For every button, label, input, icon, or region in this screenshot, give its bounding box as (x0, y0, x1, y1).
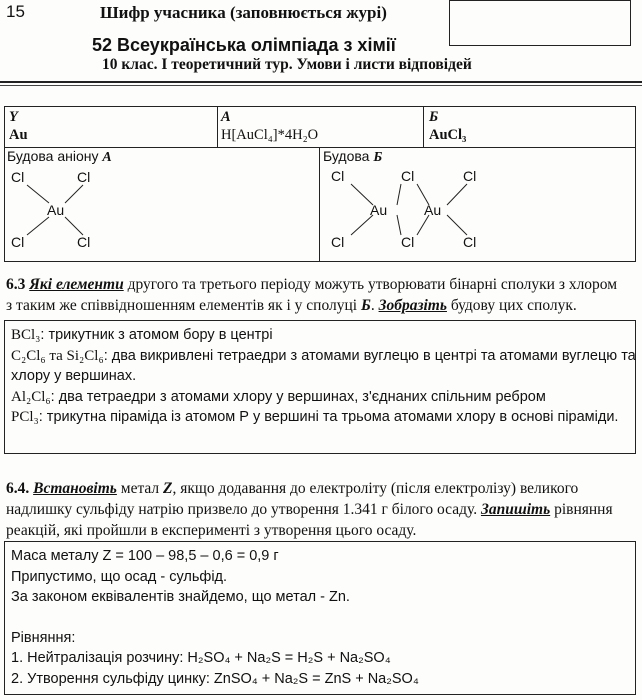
question-number: 6.3 (6, 276, 26, 293)
question-text: з таким же співвідношенням елементів як і у сполуці (6, 297, 358, 314)
atom-au: Au (424, 202, 442, 218)
question-text: реакцій, які пройшли в експерименті з утворення цього осаду. (6, 522, 417, 539)
participant-code-box[interactable] (449, 0, 631, 46)
question-text: надлишку сульфіду натрію призвело до утворення 1.341 г білого осаду. (6, 501, 478, 518)
answer-box-6-3 (4, 320, 636, 454)
col-header-a: A (221, 109, 231, 125)
question-letter: Б (360, 297, 371, 314)
table-col-divider (423, 107, 424, 147)
answer-table (4, 106, 636, 262)
question-keyword: Які елементи (29, 276, 124, 293)
question-6-3-line1 (6, 274, 636, 295)
answer-line: Припустимо, що осад - сульфід. (11, 568, 228, 585)
structure-b-diagram (321, 147, 633, 259)
table-col-divider (217, 107, 218, 147)
participant-code-label: Шифр учасника (заповнюється журі) (100, 3, 387, 22)
structure-b-caption: Будова Б (323, 148, 383, 165)
col-value-a: H[AuCl₄]*4H₂O (221, 127, 319, 143)
answer-line: C₂Cl₆ та Si₂Cl₆: два викривлені тетраедри з атомами вуглецю в центрі та атомами вуглецю та (11, 347, 636, 364)
atom-cl: Cl (463, 168, 477, 184)
table-col-divider (319, 147, 320, 261)
atom-au: Au (370, 202, 388, 218)
col-value-b: AuCl₃ (429, 127, 467, 143)
answer-line (11, 608, 629, 628)
question-text: , якщо додавання до електроліту (після електролізу) великого (172, 480, 579, 497)
question-keyword: Зобразіть (378, 297, 447, 314)
atom-cl: Cl (11, 169, 25, 185)
atom-cl: Cl (331, 234, 345, 250)
col-value-y: Au (9, 127, 28, 143)
atom-cl: Cl (463, 234, 477, 250)
question-letter: Z (163, 480, 173, 497)
atom-cl: Cl (77, 234, 91, 250)
answer-line: Рівняння: (11, 629, 76, 646)
atom-cl: Cl (401, 168, 415, 184)
question-text: метал (120, 480, 160, 497)
question-keyword: Запишіть (480, 501, 551, 518)
col-header-y: Y (9, 109, 18, 125)
page-number: 15 (6, 2, 25, 21)
question-text: будову цих сполук. (450, 297, 577, 314)
question-text: другого та третього періоду можуть утворювати бінарні сполуки з хлором (127, 276, 618, 293)
answer-line: хлору у вершинах. (11, 368, 137, 384)
col-header-b: Б (429, 109, 439, 125)
header-divider-thin (0, 85, 642, 86)
question-6-4-line3 (6, 520, 636, 541)
answer-line: BCl₃: трикутник з атомом бору в центрі (11, 327, 273, 343)
question-text: рівняння (554, 501, 613, 518)
structure-a-diagram (5, 147, 205, 259)
answer-line: Al₂Cl₆: два тетраедри з атомами хлору у вершинах, з'єднаних спільним ребром (11, 388, 546, 405)
question-6-3-line2: з таким же співвідношенням елементів як і у сполуці Б. Зобразіть будову цих сполук. (6, 297, 577, 314)
question-6-4-line1 (6, 478, 636, 499)
olympiad-title: 52 Всеукраїнська олімпіада з хімії (92, 35, 396, 55)
header-divider (0, 81, 642, 83)
question-number: 6.4. (6, 480, 30, 497)
answer-line: Маса металу Z = 100 – 98,5 – 0,6 = 0,9 г (11, 548, 279, 564)
answer-line: За законом еквівалентів знайдемо, що метал - Zn. (11, 589, 350, 605)
answer-line: PCl₃: трикутна піраміда із атомом Р у вершині та трьома атомами хлору в основі піраміди. (11, 409, 619, 425)
answer-line: 1. Нейтралізація розчину: H₂SO₄ + Na₂S = H₂S + Na₂SO₄ (11, 650, 391, 666)
page-subtitle: 10 клас. І теоретичний тур. Умови і листи відповідей (102, 56, 472, 73)
atom-cl: Cl (11, 234, 25, 250)
atom-cl: Cl (77, 169, 91, 185)
question-6-4-line2 (6, 499, 636, 520)
question-keyword: Встановіть (33, 480, 117, 497)
answer-box-6-4 (4, 541, 636, 695)
atom-cl: Cl (331, 168, 345, 184)
structure-a-caption: Будова аніону А (7, 148, 112, 165)
atom-au: Au (47, 202, 65, 218)
question-6-4 (6, 478, 636, 541)
answer-line: 2. Утворення сульфіду цинку: ZnSO₄ + Na₂S = ZnS + Na₂SO₄ (11, 670, 419, 687)
question-6-3 (6, 274, 636, 316)
atom-cl: Cl (401, 234, 415, 250)
